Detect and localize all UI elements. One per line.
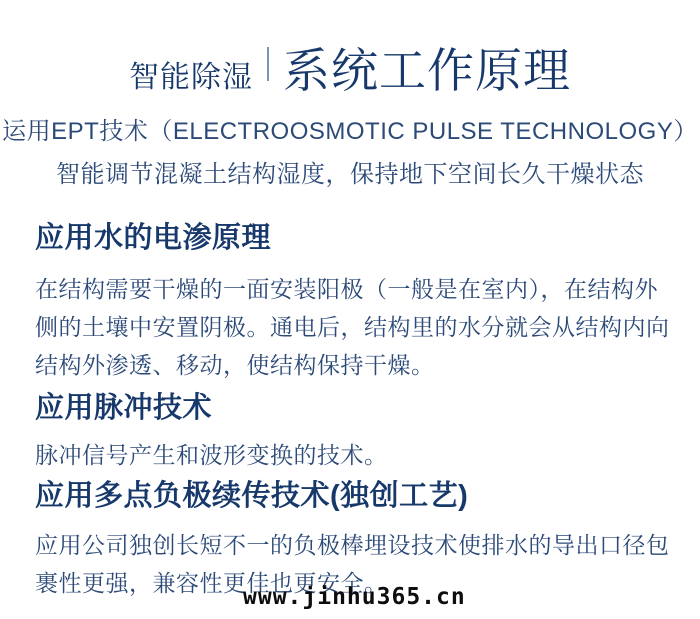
section-heading: 应用脉冲技术	[35, 392, 213, 424]
paragraph-line: 侧的土壤中安置阴极。通电后，结构里的水分就会从结构内向	[35, 314, 670, 340]
section-heading: 应用多点负极续传技术(独创工艺)	[35, 480, 469, 512]
paragraph-line: 在结构需要干燥的一面安装阳极（一般是在室内），在结构外	[35, 276, 658, 302]
paragraph-line: 裹性更强，兼容性更佳也更安全。	[35, 570, 388, 596]
page-title: 系统工作原理	[283, 44, 571, 97]
brand-prefix: 智能除湿	[129, 61, 253, 94]
page-title-row	[0, 34, 700, 97]
section-electroosmosis	[35, 222, 670, 384]
section-heading: 应用水的电渗原理	[35, 222, 272, 254]
section-paragraph	[35, 436, 665, 474]
title-divider	[267, 47, 269, 81]
paragraph-line: 脉冲信号产生和波形变换的技术。	[35, 442, 388, 468]
paragraph-line: 应用公司独创长短不一的负极棒埋设技术使排水的导出口径包	[35, 532, 670, 558]
paragraph-line: 结构外渗透、移动，使结构保持干燥。	[35, 352, 435, 378]
section-pulse-technology	[35, 392, 665, 474]
subtitle-line-1: 运用EPT技术（ELECTROOSMOTIC PULSE TECHNOLOGY）	[2, 118, 698, 145]
watermark-url: www.jinhu365.cn	[243, 584, 466, 610]
content	[0, 222, 700, 602]
section-paragraph	[35, 270, 670, 384]
subtitle	[0, 110, 700, 196]
subtitle-line-2: 智能调节混凝土结构湿度，保持地下空间长久干燥状态	[56, 161, 644, 188]
